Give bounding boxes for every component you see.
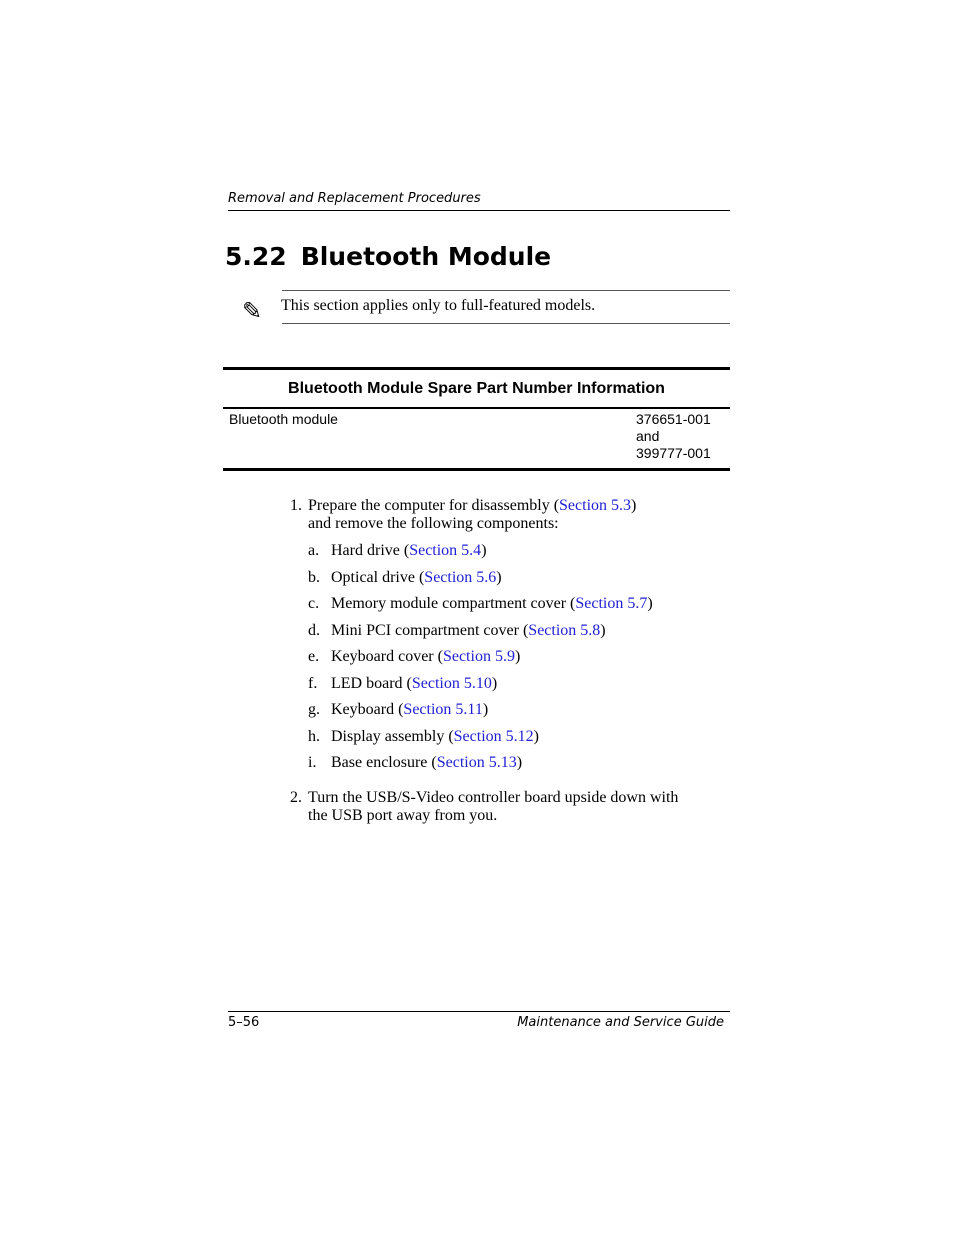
step-text-continued: the USB port away from you.: [308, 806, 498, 824]
note-box: [240, 290, 730, 324]
part-number-conjunction: and: [636, 428, 660, 444]
substep-g: g. Keyboard (Section 5.11): [308, 701, 489, 718]
section-link[interactable]: Section 5.11: [403, 701, 483, 718]
substep-i: i. Base enclosure (Section 5.13): [308, 754, 523, 771]
section-link[interactable]: Section 5.13: [436, 754, 517, 771]
section-title-text: Bluetooth Module: [300, 242, 552, 271]
step-text: Prepare the computer for disassembly (Section 5.3): [308, 497, 637, 514]
section-link[interactable]: Section 5.6: [424, 568, 497, 586]
section-link[interactable]: Section 5.3: [559, 497, 632, 514]
table-cell-item: Bluetooth module: [229, 411, 338, 427]
running-head: Removal and Replacement Procedures: [228, 191, 730, 211]
table-row: [223, 409, 730, 468]
substep-b: b. Optical drive (Section 5.6): [308, 568, 502, 586]
step-2: [288, 789, 728, 825]
section-title: [225, 242, 551, 271]
substep-c: c. Memory module compartment cover (Section 5.7): [308, 595, 653, 612]
step-text-continued: and remove the following components:: [308, 515, 559, 532]
section-link[interactable]: Section 5.10: [411, 674, 492, 692]
section-link[interactable]: Section 5.7: [575, 595, 648, 612]
section-link[interactable]: Section 5.9: [442, 648, 515, 665]
substep-h: h. Display assembly (Section 5.12): [308, 727, 539, 745]
section-link[interactable]: Section 5.4: [409, 542, 482, 559]
note-bottom-rule: [282, 323, 730, 324]
part-number: 399777-001: [636, 445, 711, 461]
section-link[interactable]: Section 5.12: [453, 727, 534, 745]
section-link[interactable]: Section 5.8: [528, 621, 601, 639]
part-number: 376651-001: [636, 411, 711, 427]
note-top-rule: [282, 290, 730, 291]
step-1: [288, 497, 728, 781]
guide-title: Maintenance and Service Guide: [517, 1015, 724, 1030]
substep-list: [308, 542, 728, 781]
substep-a: a. Hard drive (Section 5.4): [308, 542, 487, 559]
table-caption: Bluetooth Module Spare Part Number Information: [223, 370, 730, 409]
note-text: This section applies only to full-featured models.: [281, 297, 596, 314]
table-cell-part-numbers: [636, 411, 723, 462]
pencil-icon: ✎: [242, 297, 263, 325]
step-marker: 1.: [290, 497, 302, 514]
substep-e: e. Keyboard cover (Section 5.9): [308, 648, 521, 665]
page-number: 5–56: [228, 1015, 260, 1030]
section-number: 5.22: [225, 242, 287, 271]
substep-f: f. LED board (Section 5.10): [308, 674, 498, 692]
step-text: Turn the USB/S-Video controller board upside down with: [308, 788, 679, 806]
page-footer: [228, 1011, 730, 1030]
procedure-steps: [288, 497, 728, 833]
substep-d: d. Mini PCI compartment cover (Section 5.8): [308, 621, 606, 639]
step-marker: 2.: [290, 788, 302, 806]
spare-part-table: [223, 367, 730, 471]
